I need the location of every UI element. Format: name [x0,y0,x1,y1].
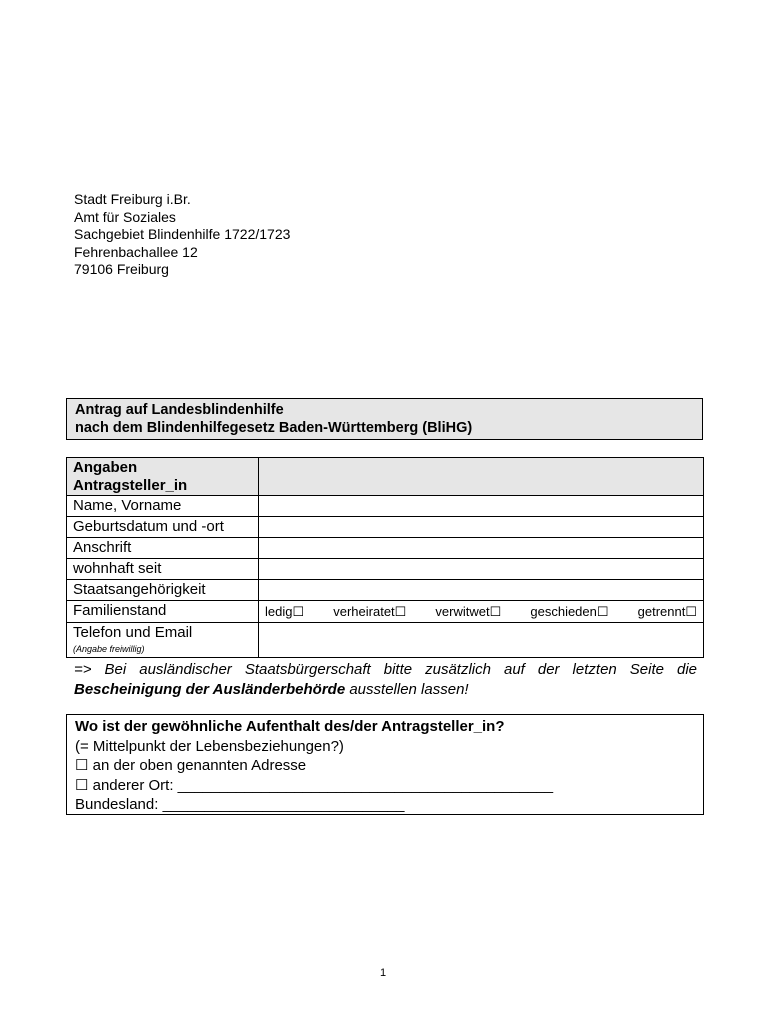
marital-option-verwitwet[interactable]: verwitwet☐ [435,604,502,619]
section-header-line: Antragsteller_in [73,477,188,494]
foreign-citizenship-note [74,660,697,700]
title-line-2: nach dem Blindenhilfegesetz Baden-Württemberg (BliHG) [75,420,473,436]
applicant-details-table [66,457,704,658]
contact-label-text: Telefon und Email [73,624,193,641]
name-label: Name, Vorname [67,496,259,517]
nationality-field[interactable] [259,580,704,601]
birth-label: Geburtsdatum und -ort [67,517,259,538]
address-line: Stadt Freiburg i.Br. [74,191,191,207]
form-title [66,398,703,440]
note-bold: Bescheinigung der Ausländerbehörde [74,681,346,698]
nationality-label: Staatsangehörigkeit [67,580,259,601]
residence-since-label: wohnhaft seit [67,559,259,580]
contact-field[interactable] [259,623,704,658]
marital-status-label: Familienstand [67,601,259,623]
recipient-address [74,191,290,279]
residence-since-field[interactable] [259,559,704,580]
note-line-2 [74,680,697,700]
residence-option-other-place[interactable]: ☐ anderer Ort: _____________________________________________ [75,776,554,794]
address-line: 79106 Freiburg [74,261,169,277]
marital-status-options [259,601,704,623]
name-field[interactable] [259,496,704,517]
title-line-1: Antrag auf Landesblindenhilfe [75,402,284,418]
marital-option-verheiratet[interactable]: verheiratet☐ [333,604,407,619]
habitual-residence-box [66,714,704,815]
residence-option-same-address[interactable]: ☐ an der oben genannten Adresse [75,757,307,774]
address-field[interactable] [259,538,704,559]
section-header-value [259,458,704,496]
address-line: Sachgebiet Blindenhilfe 1722/1723 [74,226,291,242]
address-label: Anschrift [67,538,259,559]
section-header [67,458,259,496]
marital-option-ledig[interactable]: ledig☐ [265,604,305,619]
address-line: Amt für Soziales [74,208,176,225]
bundesland-field[interactable]: Bundesland: _____________________________ [75,796,405,813]
marital-option-geschieden[interactable]: geschieden☐ [530,604,609,619]
residence-hint: (= Mittelpunkt der Lebensbeziehungen?) [75,737,344,755]
note-rest: ausstellen lassen! [345,681,469,698]
residence-question: Wo ist der gewöhnliche Aufenthalt des/der Antragsteller_in? [75,718,505,735]
contact-label [67,623,259,658]
page-number: 1 [380,967,387,979]
marital-option-getrennt[interactable]: getrennt☐ [637,604,697,619]
contact-optional-hint: (Angabe freiwillig) [73,644,145,654]
note-line-1: => Bei ausländischer Staatsbürgerschaft bitte zusätzlich auf der letzten Seite die [74,661,697,678]
birth-field[interactable] [259,517,704,538]
address-line: Fehrenbachallee 12 [74,243,198,260]
section-header-line: Angaben [73,459,138,476]
